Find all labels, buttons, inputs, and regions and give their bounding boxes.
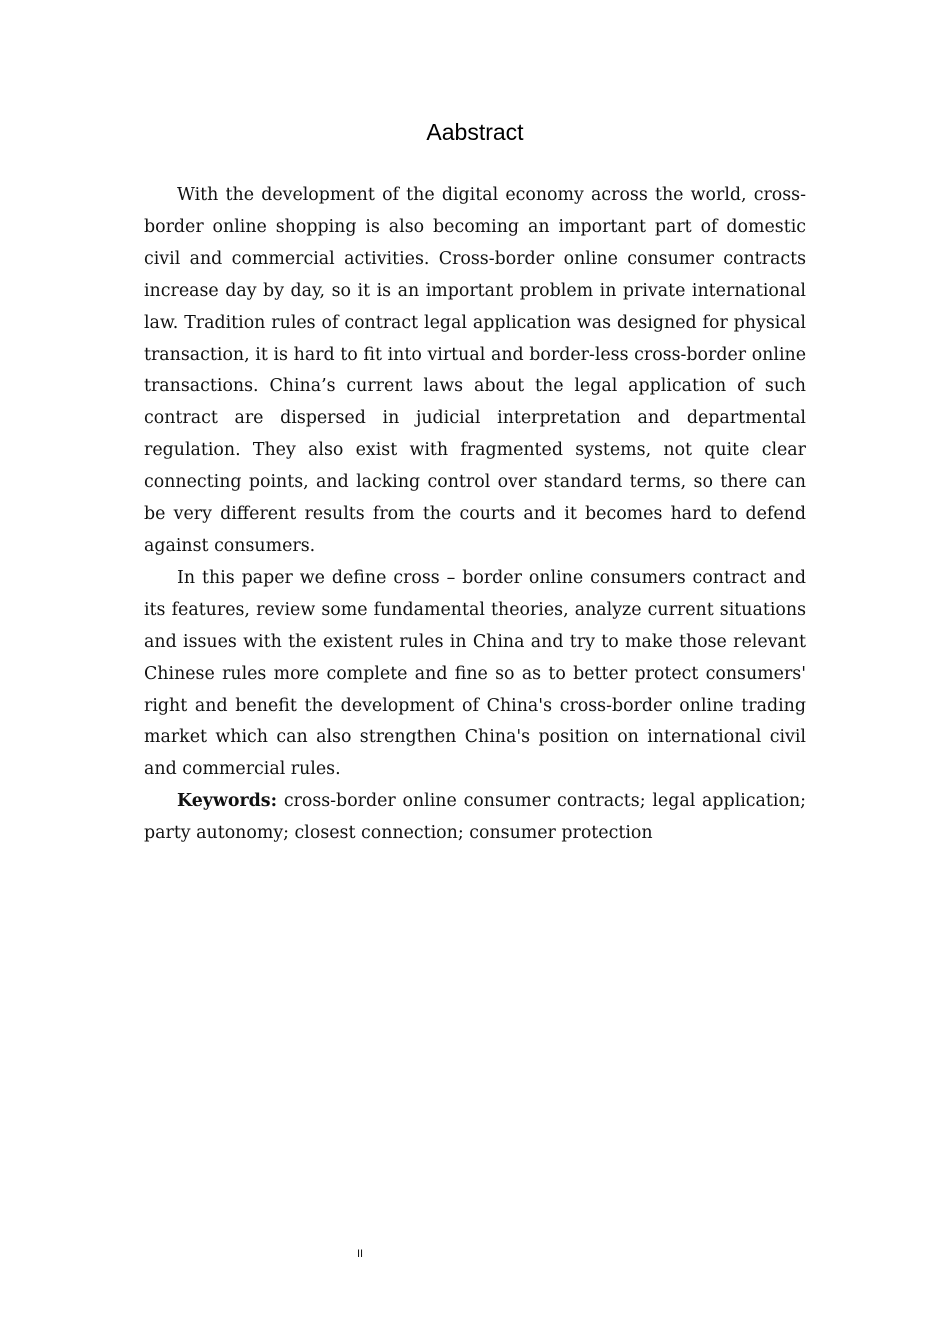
keywords-label: Keywords: [177, 791, 278, 812]
keywords-paragraph [144, 786, 806, 850]
abstract-paragraph-2: In this paper we define cross – border online consumers contract and its features, review some fundamental theories, analyze current situations and issues with the existent rules in China and try to make those relevant Chinese rules more complete and fine so as to better protect consumers' right and benefit the development of China's cross-border online trading market which can also strengthen China's position on international civil and commercial rules. [144, 567, 806, 780]
page-number: II [357, 1248, 364, 1260]
keywords-list: cross-border online consumer contracts; legal application; party autonomy; closest connection; consumer protection [144, 791, 806, 844]
abstract-paragraph-1: With the development of the digital economy across the world, cross-border online shopping is also becoming an important part of domestic civil and commercial activities. Cross-border online consumer contracts increase day by day, so it is an important problem in private international law. Tradition rules of contract legal application was designed for physical transaction, it is hard to fit into virtual and border-less cross-border online transactions. China’s current laws about the legal application of such contract are dispersed in judicial interpretation and departmental regulation. They also exist with fragmented systems, not quite clear connecting points, and lacking control over standard terms, so there can be very different results from the courts and it becomes hard to defend against consumers. [144, 185, 806, 556]
abstract-title: Aabstract [426, 119, 524, 145]
abstract-body [144, 180, 806, 850]
